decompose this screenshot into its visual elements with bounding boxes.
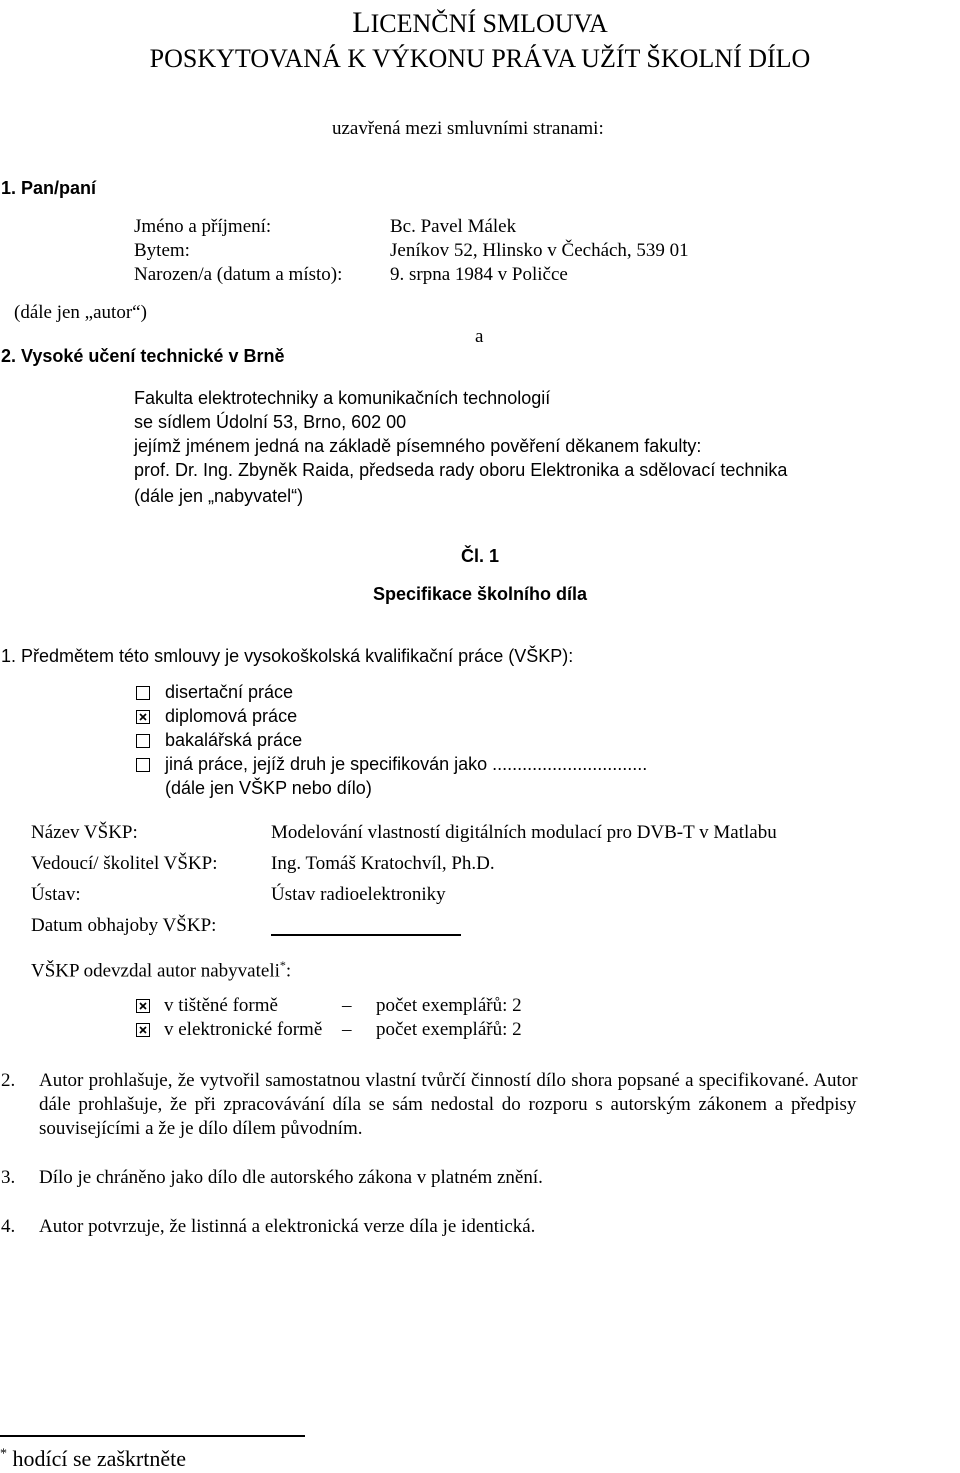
- footnote-text: hodící se zaškrtněte: [12, 1446, 186, 1471]
- point2-line: Autor prohlašuje, že vytvořil samostatnou vlastní tvůrčí činností dílo shora popsané a specifikované. Autor: [39, 1070, 858, 1091]
- point-number: 4.: [1, 1216, 16, 1237]
- footnote: [0, 1446, 186, 1472]
- document-title-line2: POSKYTOVANÁ K VÝKONU PRÁVA UŽÍT ŠKOLNÍ DÍLO: [149, 44, 811, 73]
- party1-name-label: Jméno a příjmení:: [134, 216, 272, 237]
- point1-text: 1. Předmětem této smlouvy je vysokoškolská kvalifikační práce (VŠKP):: [1, 646, 574, 666]
- option-label: diplomová práce: [165, 706, 298, 726]
- party1-birth-value: 9. srpna 1984 v Poličce: [390, 264, 568, 285]
- detail-label: Vedoucí/ školitel VŠKP:: [31, 853, 218, 874]
- detail-value: Ing. Tomáš Kratochvíl, Ph.D.: [271, 853, 495, 874]
- handover-dash: –: [342, 995, 352, 1016]
- footnote-separator: [0, 1435, 305, 1437]
- detail-value: Ústav radioelektroniky: [271, 884, 446, 905]
- conjunction: a: [475, 326, 484, 347]
- party1-birth-label: Narozen/a (datum a místo):: [134, 264, 343, 285]
- point-number: 2.: [1, 1070, 16, 1091]
- article-title: Specifikace školního díla: [372, 584, 588, 604]
- option-label: bakalářská práce: [165, 730, 303, 750]
- party2-heading: 2. Vysoké učení technické v Brně: [1, 346, 285, 366]
- party2-line: jejímž jménem jedná na základě písemného pověření děkanem fakulty:: [134, 436, 702, 456]
- handover-dash: –: [342, 1019, 352, 1040]
- checkbox-checked-icon[interactable]: [136, 1023, 150, 1037]
- point3-line: Dílo je chráněno jako dílo dle autorského zákona v platném znění.: [39, 1167, 543, 1188]
- option-label: jiná práce, jejíž druh je specifikován jako ...............................: [165, 754, 648, 774]
- party2-line: se sídlem Údolní 53, Brno, 602 00: [134, 412, 407, 432]
- handover-count: počet exemplářů: 2: [376, 1019, 522, 1040]
- point2-line: souvisejícími a že je dílo dílem původním.: [39, 1118, 363, 1139]
- document-title-line1: [0, 6, 960, 40]
- point-number: 3.: [1, 1167, 16, 1188]
- checkbox-empty-icon[interactable]: [136, 686, 150, 700]
- handover-colon: :: [285, 960, 292, 982]
- point2-line: dále prohlašuje, že při zpracovávání díla se sám nedostal do rozporu s autorským zákonem a předpisy: [39, 1094, 857, 1115]
- checkbox-empty-icon[interactable]: [136, 734, 150, 748]
- party2-line: prof. Dr. Ing. Zbyněk Raida, předseda rady oboru Elektronika a sdělovací technika: [134, 460, 788, 480]
- party2-line: Fakulta elektrotechniky a komunikačních technologií: [134, 388, 551, 408]
- party1-address-value: Jeníkov 52, Hlinsko v Čechách, 539 01: [390, 240, 689, 261]
- article-number: Čl. 1: [460, 546, 499, 566]
- option-label: disertační práce: [165, 682, 294, 702]
- handover-form: v tištěné formě: [164, 995, 278, 1016]
- checkbox-checked-icon[interactable]: [136, 710, 150, 724]
- defense-date-blank-line: [271, 934, 461, 936]
- intro-text: uzavřená mezi smluvními stranami:: [332, 118, 604, 139]
- checkbox-checked-icon[interactable]: [136, 999, 150, 1013]
- footnote-mark: *: [0, 1446, 7, 1462]
- detail-label: Ústav:: [31, 884, 81, 905]
- handover-text: VŠKP odevzdal autor nabyvateli: [31, 960, 280, 982]
- handover-count: počet exemplářů: 2: [376, 995, 522, 1016]
- party2-alias: (dále jen „nabyvatel“): [134, 486, 304, 506]
- point4-line: Autor potvrzuje, že listinná a elektronická verze díla je identická.: [39, 1216, 536, 1237]
- detail-value: Modelování vlastností digitálních modulací pro DVB-T v Matlabu: [271, 822, 777, 843]
- party1-heading: 1. Pan/paní: [1, 178, 97, 198]
- detail-label: Název VŠKP:: [31, 822, 138, 843]
- title-rest: ICENČNÍ SMLOUVA: [370, 9, 608, 38]
- title-initial: L: [352, 6, 371, 39]
- party1-name-value: Bc. Pavel Málek: [390, 216, 517, 237]
- party1-address-label: Bytem:: [134, 240, 190, 261]
- handover-form: v elektronické formě: [164, 1019, 323, 1040]
- point1-alias: (dále jen VŠKP nebo dílo): [165, 778, 372, 798]
- party1-alias: (dále jen „autor“): [14, 302, 147, 323]
- checkbox-empty-icon[interactable]: [136, 758, 150, 772]
- footnote-mark: *: [279, 958, 286, 972]
- handover-label: [31, 958, 291, 982]
- detail-label: Datum obhajoby VŠKP:: [31, 915, 217, 936]
